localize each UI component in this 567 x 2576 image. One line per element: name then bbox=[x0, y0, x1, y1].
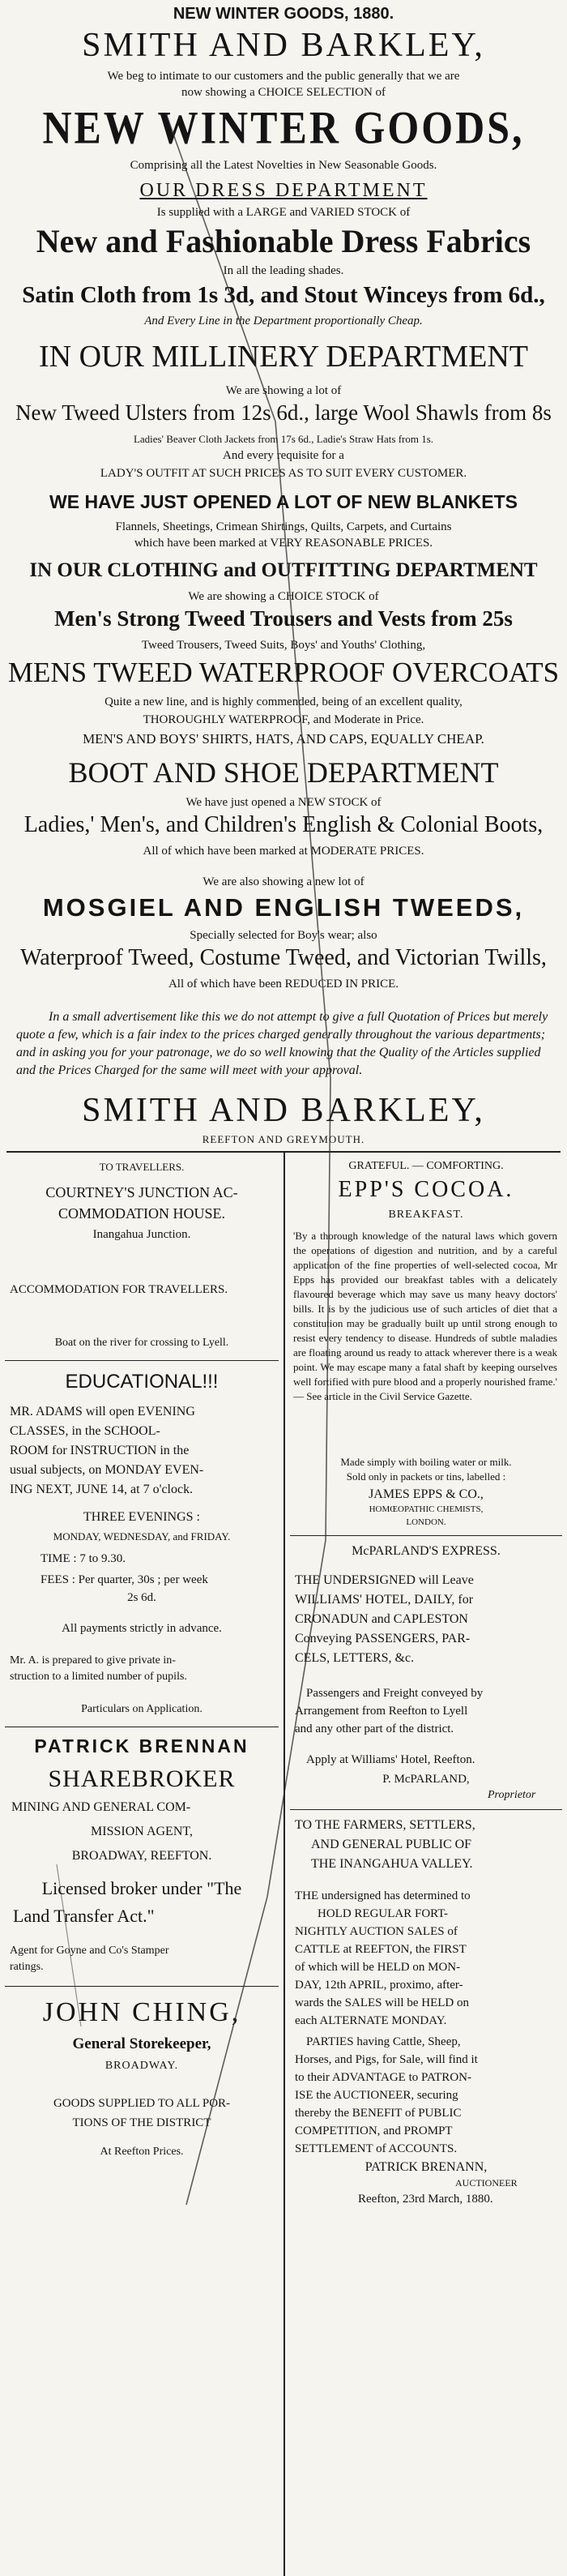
express-line-1: THE UNDERSIGNED will Leave bbox=[295, 1573, 474, 1587]
auction-line-7: wards the SALES will be HELD on bbox=[295, 1996, 469, 2009]
overcoats-desc: Quite a new line, and is highly commended, being of an excellent quality, bbox=[104, 695, 463, 708]
travellers-header: TO TRAVELLERS. bbox=[99, 1161, 185, 1173]
epps-title: EPP'S COCOA. bbox=[338, 1177, 514, 1202]
dress-dept-title: OUR DRESS DEPARTMENT bbox=[139, 180, 428, 201]
clothing-suits: Tweed Trousers, Tweed Suits, Boys' and Youths' Clothing, bbox=[141, 639, 426, 652]
three-evenings: THREE EVENINGS : bbox=[83, 1510, 200, 1524]
dress-shades: In all the leading shades. bbox=[223, 264, 344, 277]
dress-supplied: Is supplied with a LARGE and VARIED STOCK of bbox=[156, 206, 411, 219]
courtney-place: Inangahua Junction. bbox=[92, 1228, 191, 1241]
sharebroker-title: SHAREBROKER bbox=[48, 1765, 236, 1792]
edu-line-1: MR. ADAMS will open EVENING bbox=[10, 1405, 195, 1419]
overcoats-title: MENS TWEED WATERPROOF OVERCOATS bbox=[7, 657, 560, 688]
express-line-2: WILLIAMS' HOTEL, DAILY, for bbox=[295, 1593, 474, 1607]
auction-line-6: DAY, 12th APRIL, proximo, after- bbox=[295, 1979, 463, 1992]
grateful-line: GRATEFUL. — COMFORTING. bbox=[348, 1160, 504, 1172]
auction-line-3: NIGHTLY AUCTION SALES of bbox=[295, 1925, 458, 1938]
auction-date: Reefton, 23rd March, 1880. bbox=[358, 2193, 493, 2206]
farmers-line-2: AND GENERAL PUBLIC OF bbox=[311, 1838, 472, 1851]
epps-text: 'By a thorough knowledge of the natural laws which govern the operations of digestion and nutrition, and by a careful application of the fine properties of well-selected cocoa, Mr Epps has provided our breakfast tables with a delicately flavoured beverage which may save us many heavy doctors' bills. It is by the judicious use of such articles of diet that a constitution may be gradually built up until strong enough to resist every tendency to disease. Hundreds of subtle maladies are floating around us ready to attack wherever there is a weak point. We may escape many a fatal shaft by keeping ourselves well fortified with pure blood and a properly nourished frame.' — See article in the Civil Service Gazette. bbox=[293, 1230, 557, 1402]
millinery-jackets: Ladies' Beaver Cloth Jackets from 17s 6d., Ladie's Straw Hats from 1s. bbox=[133, 433, 434, 445]
edu-payments: All payments strictly in advance. bbox=[62, 1622, 222, 1635]
millinery-ulsters: New Tweed Ulsters from 12s 6d., large Wool Shawls from 8s bbox=[15, 400, 552, 425]
auction-line-14: COMPETITION, and PROMPT bbox=[295, 2125, 453, 2137]
clothing-headline: Men's Strong Tweed Trousers and Vests from 25s bbox=[54, 606, 513, 631]
overcoats-price: THOROUGHLY WATERPROOF, and Moderate in Price. bbox=[143, 713, 424, 726]
auction-line-9: PARTIES having Cattle, Sheep, bbox=[306, 2035, 461, 2048]
made-simply: Made simply with boiling water or milk. bbox=[340, 1456, 512, 1468]
boot-marked: All of which have been marked at MODERATE PRICES. bbox=[143, 845, 424, 858]
comprising-line: Comprising all the Latest Novelties in New Seasonable Goods. bbox=[130, 159, 437, 172]
patrick-brennan-name: PATRICK BRENNAN bbox=[34, 1735, 249, 1757]
millinery-title: IN OUR MILLINERY DEPARTMENT bbox=[39, 340, 528, 374]
conveyancer-line-2: Land Transfer Act." bbox=[13, 1906, 155, 1926]
tweeds-boys: Specially selected for Boy's wear; also bbox=[190, 929, 377, 942]
closing-note: In a small advertisement like this we do not attempt to give a full Quotation of Prices but merely quote a few, which is a fair index to the prices charged generally throughout the various departments; and in asking you for your patronage, we do so well knowing that the Quality of the Articles supplied and the Prices Charged for the same will meet with your approval. bbox=[16, 1010, 548, 1077]
boot-headline: Ladies,' Men's, and Children's English & Colonial Boots, bbox=[23, 812, 544, 837]
goods-line-1: GOODS SUPPLIED TO ALL POR- bbox=[53, 2097, 231, 2110]
express-line-3: CRONADUN and CAPLESTON bbox=[295, 1612, 468, 1626]
mining-line-2: MISSION AGENT, bbox=[91, 1825, 193, 1838]
tweeds-line: Waterproof Tweed, Costume Tweed, and Victorian Twills, bbox=[20, 945, 547, 970]
london-line: LONDON. bbox=[406, 1517, 446, 1527]
john-ching-name: JOHN CHING, bbox=[42, 1997, 241, 2027]
dress-cheap: And Every Line in the Department proportionally Cheap. bbox=[144, 315, 423, 327]
edu-line-5: ING NEXT, JUNE 14, at 7 o'clock. bbox=[10, 1483, 194, 1496]
headline-winter-goods: NEW WINTER GOODS, bbox=[42, 101, 525, 154]
edu-time: TIME : 7 to 9.30. bbox=[40, 1552, 126, 1565]
boot-dept-title: BOOT AND SHOE DEPARTMENT bbox=[68, 756, 499, 789]
blankets-marked: which have been marked at VERY REASONABLE PRICES. bbox=[134, 537, 433, 550]
auction-line-10: Horses, and Pigs, for Sale, will find it bbox=[295, 2053, 478, 2066]
edu-private-1: Mr. A. is prepared to give private in- bbox=[10, 1654, 176, 1667]
agent-line-1: Agent for Goyne and Co's Stamper bbox=[10, 1945, 169, 1957]
intro-line-2: now showing a CHOICE SELECTION of bbox=[181, 86, 386, 99]
goods-line-2: TIONS OF THE DISTRICT bbox=[72, 2116, 211, 2129]
boat-line: Boat on the river for crossing to Lyell. bbox=[54, 1337, 229, 1349]
apply-line: Apply at Williams' Hotel, Reefton. bbox=[306, 1753, 475, 1766]
auctioneer-title: AUCTIONEER bbox=[455, 2177, 518, 2189]
edu-days: MONDAY, WEDNESDAY, and FRIDAY. bbox=[53, 1530, 231, 1543]
ad-header: NEW WINTER GOODS, 1880. bbox=[173, 5, 394, 23]
auction-line-2: HOLD REGULAR FORT- bbox=[318, 1907, 449, 1920]
edu-line-2: CLASSES, in the SCHOOL- bbox=[10, 1424, 160, 1438]
goods-line-3: At Reefton Prices. bbox=[100, 2146, 184, 2158]
auction-line-1: THE undersigned has determined to bbox=[295, 1889, 471, 1902]
blankets-items: Flannels, Sheetings, Crimean Shirtings, Quilts, Carpets, and Curtains bbox=[115, 520, 452, 533]
epps-firm: JAMES EPPS & CO., bbox=[369, 1487, 484, 1501]
mcparland-title: McPARLAND'S EXPRESS. bbox=[352, 1544, 501, 1558]
tweeds-reduced: All of which have been REDUCED IN PRICE. bbox=[168, 978, 399, 991]
conveyancer-line-1: Licensed broker under "The bbox=[41, 1878, 242, 1898]
auction-line-12: ISE the AUCTIONEER, securing bbox=[295, 2089, 458, 2102]
sold-only: Sold only in packets or tins, labelled : bbox=[346, 1470, 506, 1483]
dress-headline: New and Fashionable Dress Fabrics bbox=[36, 223, 531, 259]
signature-firm: SMITH AND BARKLEY, bbox=[82, 1092, 485, 1129]
signature-location: REEFTON AND GREYMOUTH. bbox=[202, 1133, 365, 1145]
edu-fees-2: 2s 6d. bbox=[127, 1591, 156, 1604]
tweeds-headline: MOSGIEL AND ENGLISH TWEEDS, bbox=[42, 893, 525, 922]
express-line-5: CELS, LETTERS, &c. bbox=[295, 1651, 415, 1665]
proprietor-line: Proprietor bbox=[488, 1789, 536, 1801]
passengers-line-1: Passengers and Freight conveyed by bbox=[306, 1687, 484, 1700]
firm-name: SMITH AND BARKLEY, bbox=[82, 27, 485, 64]
tweeds-new: We are also showing a new lot of bbox=[202, 875, 364, 888]
millinery-outfit: LADY'S OUTFIT AT SUCH PRICES AS TO SUIT EVERY CUSTOMER. bbox=[100, 467, 467, 480]
express-line-4: Conveying PASSENGERS, PAR- bbox=[295, 1632, 471, 1645]
boot-opened: We have just opened a NEW STOCK of bbox=[185, 796, 382, 809]
millinery-showing: We are showing a lot of bbox=[225, 384, 342, 397]
mining-line-1: MINING AND GENERAL COM- bbox=[11, 1800, 191, 1814]
farmers-line-1: TO THE FARMERS, SETTLERS, bbox=[295, 1818, 475, 1832]
auctioneer-name: PATRICK BRENANN, bbox=[364, 2160, 488, 2174]
farmers-line-3: THE INANGAHUA VALLEY. bbox=[311, 1857, 473, 1871]
courtney-name-2: COMMODATION HOUSE. bbox=[58, 1205, 225, 1222]
edu-private-2: struction to a limited number of pupils. bbox=[10, 1671, 187, 1683]
educational-title: EDUCATIONAL!!! bbox=[65, 1371, 219, 1393]
breakfast-line: BREAKFAST. bbox=[388, 1209, 464, 1221]
clothing-showing: We are showing a CHOICE STOCK of bbox=[188, 590, 379, 603]
edu-line-4: usual subjects, on MONDAY EVEN- bbox=[10, 1463, 204, 1477]
auction-line-11: to their ADVANTAGE to PATRON- bbox=[295, 2071, 471, 2084]
auction-line-4: CATTLE at REEFTON, the FIRST bbox=[295, 1943, 467, 1956]
intro-line-1: We beg to intimate to our customers and the public generally that we are bbox=[107, 70, 460, 83]
edu-particulars: Particulars on Application. bbox=[81, 1703, 202, 1715]
auction-line-5: of which will be HELD on MON- bbox=[295, 1961, 461, 1974]
dress-prices: Satin Cloth from 1s 3d, and Stout Winceys from 6d., bbox=[22, 282, 545, 308]
accommodation-line: ACCOMMODATION FOR TRAVELLERS. bbox=[10, 1283, 228, 1296]
passengers-line-2: Arrangement from Reefton to Lyell bbox=[295, 1705, 468, 1718]
shirts-line: MEN'S AND BOYS' SHIRTS, HATS, AND CAPS, EQUALLY CHEAP. bbox=[83, 731, 484, 747]
auction-line-15: SETTLEMENT of ACCOUNTS. bbox=[295, 2142, 458, 2155]
edu-fees: FEES : Per quarter, 30s ; per week bbox=[40, 1573, 208, 1586]
edu-line-3: ROOM for INSTRUCTION in the bbox=[10, 1444, 190, 1457]
mining-line-3: BROADWAY, REEFTON. bbox=[71, 1849, 212, 1863]
courtney-name: COURTNEY'S JUNCTION AC- bbox=[45, 1184, 238, 1200]
millinery-requisite: And every requisite for a bbox=[223, 449, 344, 462]
blankets-title: WE HAVE JUST OPENED A LOT OF NEW BLANKETS bbox=[49, 491, 518, 512]
clothing-title: IN OUR CLOTHING and OUTFITTING DEPARTMENT bbox=[29, 559, 538, 581]
storekeeper-line: General Storekeeper, bbox=[72, 2035, 211, 2052]
auction-line-8: each ALTERNATE MONDAY. bbox=[295, 2014, 447, 2027]
passengers-line-3: and any other part of the district. bbox=[295, 1722, 454, 1735]
homeo-chemists: HOMŒOPATHIC CHEMISTS, bbox=[369, 1504, 484, 1514]
auction-line-13: thereby the BENEFIT of PUBLIC bbox=[295, 2107, 462, 2120]
agent-line-2: ratings. bbox=[10, 1961, 44, 1973]
mcparland-signature: P. McPARLAND, bbox=[382, 1773, 470, 1786]
broadway-line: BROADWAY. bbox=[104, 2060, 179, 2072]
